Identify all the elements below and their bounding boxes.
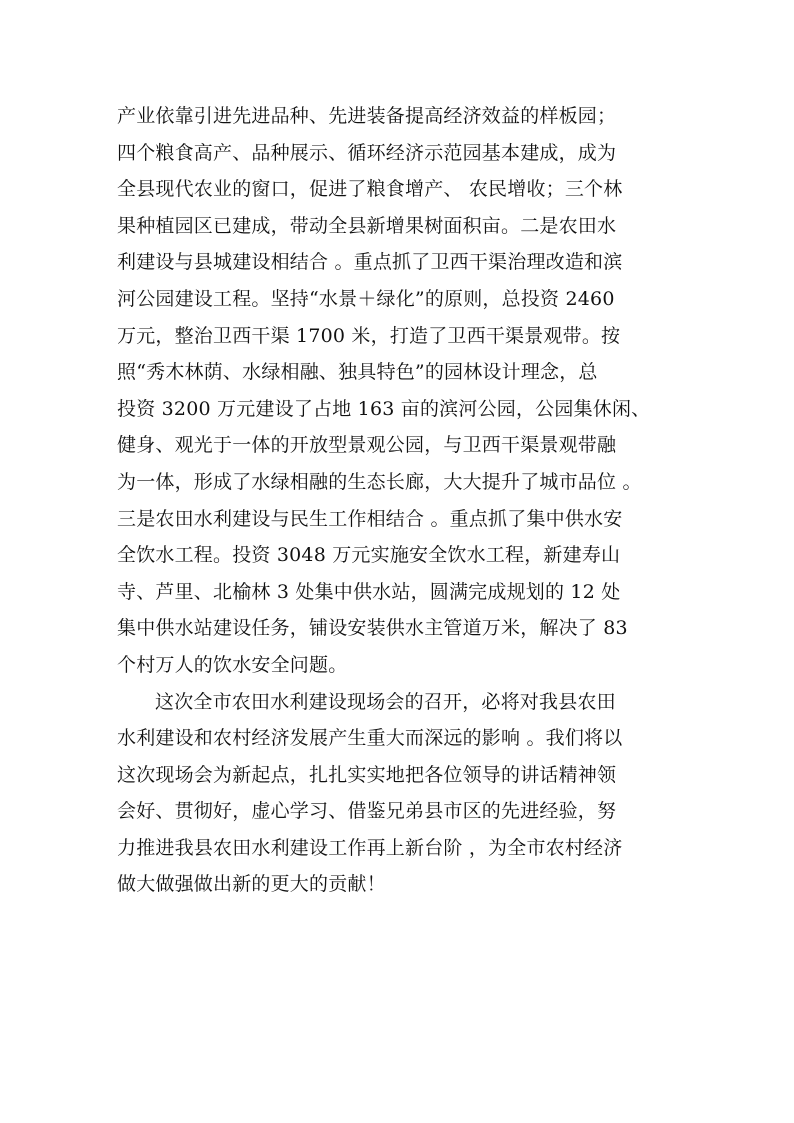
text-line: 个村万人的饮水安全问题。 <box>117 653 348 676</box>
text-line: 力推进我县农田水利建设工作再上新台阶 ，为全市农村经济 <box>117 836 623 859</box>
text-line: 为一体，形成了水绿相融的生态长廊，大大提升了城市品位 。 <box>117 470 642 493</box>
text-line: 河公园建设工程。坚持“水景＋绿化”的原则，总投资 2460 <box>117 287 615 310</box>
text-line: 利建设与县城建设相结合 。重点抓了卫西干渠治理改造和滨 <box>117 251 623 274</box>
text-line: 做大做强做出新的更大的贡献！ <box>117 873 386 896</box>
text-line: 全县现代农业的窗口，促进了粮食增产、 农民增收；三个林 <box>117 178 623 201</box>
text-line: 这次现场会为新起点，扎扎实实地把各位领导的讲话精神领 <box>117 763 617 786</box>
text-line: 水利建设和农村经济发展产生重大而深远的影响 。我们将以 <box>117 727 623 750</box>
text-line: 投资 3200 万元建设了占地 163 亩的滨河公园，公园集休闲、 <box>117 397 651 420</box>
text-line: 照“秀木林荫、水绿相融、独具特色”的园林设计理念，总 <box>117 361 598 384</box>
text-line: 全饮水工程。投资 3048 万元实施安全饮水工程，新建寿山 <box>117 544 621 567</box>
text-line: 集中供水站建设任务，铺设安装供水主管道万米，解决了 83 <box>117 617 628 640</box>
text-line: 会好、贯彻好，虚心学习、借鉴兄弟县市区的先进经验，努 <box>117 800 617 823</box>
body-text <box>117 98 677 903</box>
text-line: 万元，整治卫西干渠 1700 米，打造了卫西干渠景观带。按 <box>117 324 621 347</box>
text-line: 寺、芦里、北榆林 3 处集中供水站，圆满完成规划的 12 处 <box>117 580 621 603</box>
text-line: 产业依靠引进先进品种、先进装备提高经济效益的样板园； <box>117 105 617 127</box>
text-line: 果种植园区已建成，带动全县新增果树面积亩。二是农田水 <box>117 214 617 237</box>
text-line: 这次全市农田水利建设现场会的召开，必将对我县农田 <box>155 690 616 713</box>
text-line: 三是农田水利建设与民生工作相结合 。重点抓了集中供水安 <box>117 507 623 530</box>
text-line: 四个粮食高产、品种展示、循环经济示范园基本建成，成为 <box>117 141 617 164</box>
text-line: 健身、观光于一体的开放型景观公园，与卫西干渠景观带融 <box>117 434 617 457</box>
